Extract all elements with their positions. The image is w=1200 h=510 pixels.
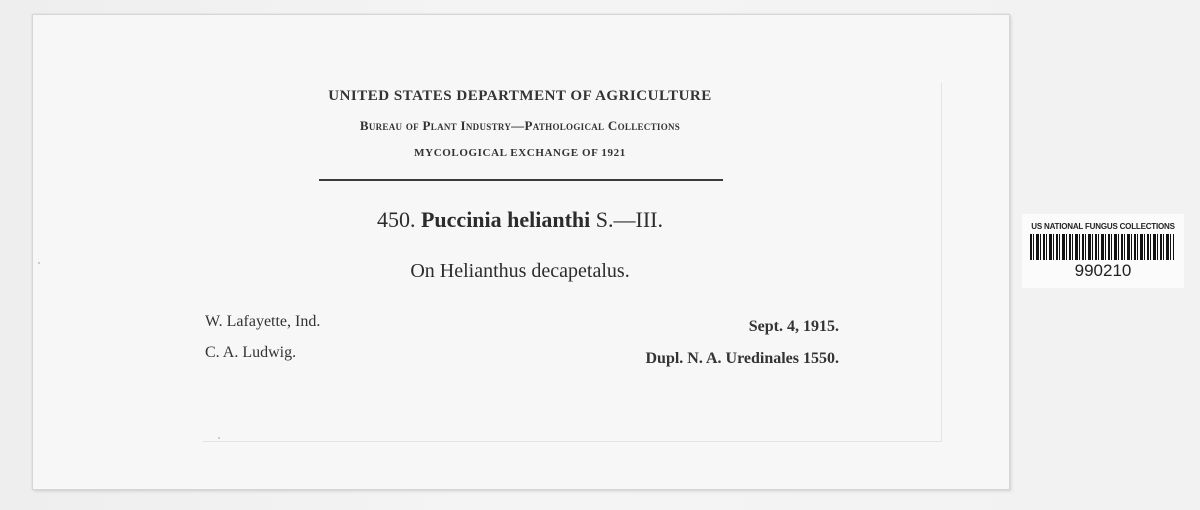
- duplicate-reference: Dupl. N. A. Uredinales 1550.: [645, 350, 839, 367]
- barcode-icon: [1030, 234, 1174, 260]
- species-line: [0, 207, 1040, 233]
- collector: C. A. Ludwig.: [205, 344, 297, 361]
- scan-speck: [38, 262, 40, 264]
- header-bureau: Bureau of Plant Industry—Pathological Collections: [359, 118, 681, 133]
- header-exchange: MYCOLOGICAL EXCHANGE OF 1921: [414, 147, 626, 159]
- species-name: Puccinia helianthi: [420, 207, 591, 232]
- specimen-number: 450.: [376, 207, 416, 232]
- specimen-label-sheet: [32, 14, 1010, 490]
- barcode-number: 990210: [1074, 261, 1132, 280]
- barcode-title: US NATIONAL FUNGUS COLLECTIONS: [1031, 222, 1175, 231]
- header-divider: [319, 179, 723, 181]
- species-suffix: S.—III.: [595, 207, 663, 232]
- locality: W. Lafayette, Ind.: [205, 313, 321, 330]
- scan-speck: [218, 437, 220, 439]
- collection-date: Sept. 4, 1915.: [748, 318, 839, 335]
- host-plant: On Helianthus decapetalus.: [410, 260, 630, 282]
- barcode-label: [1022, 214, 1184, 288]
- header-institution: UNITED STATES DEPARTMENT OF AGRICULTURE: [328, 88, 712, 104]
